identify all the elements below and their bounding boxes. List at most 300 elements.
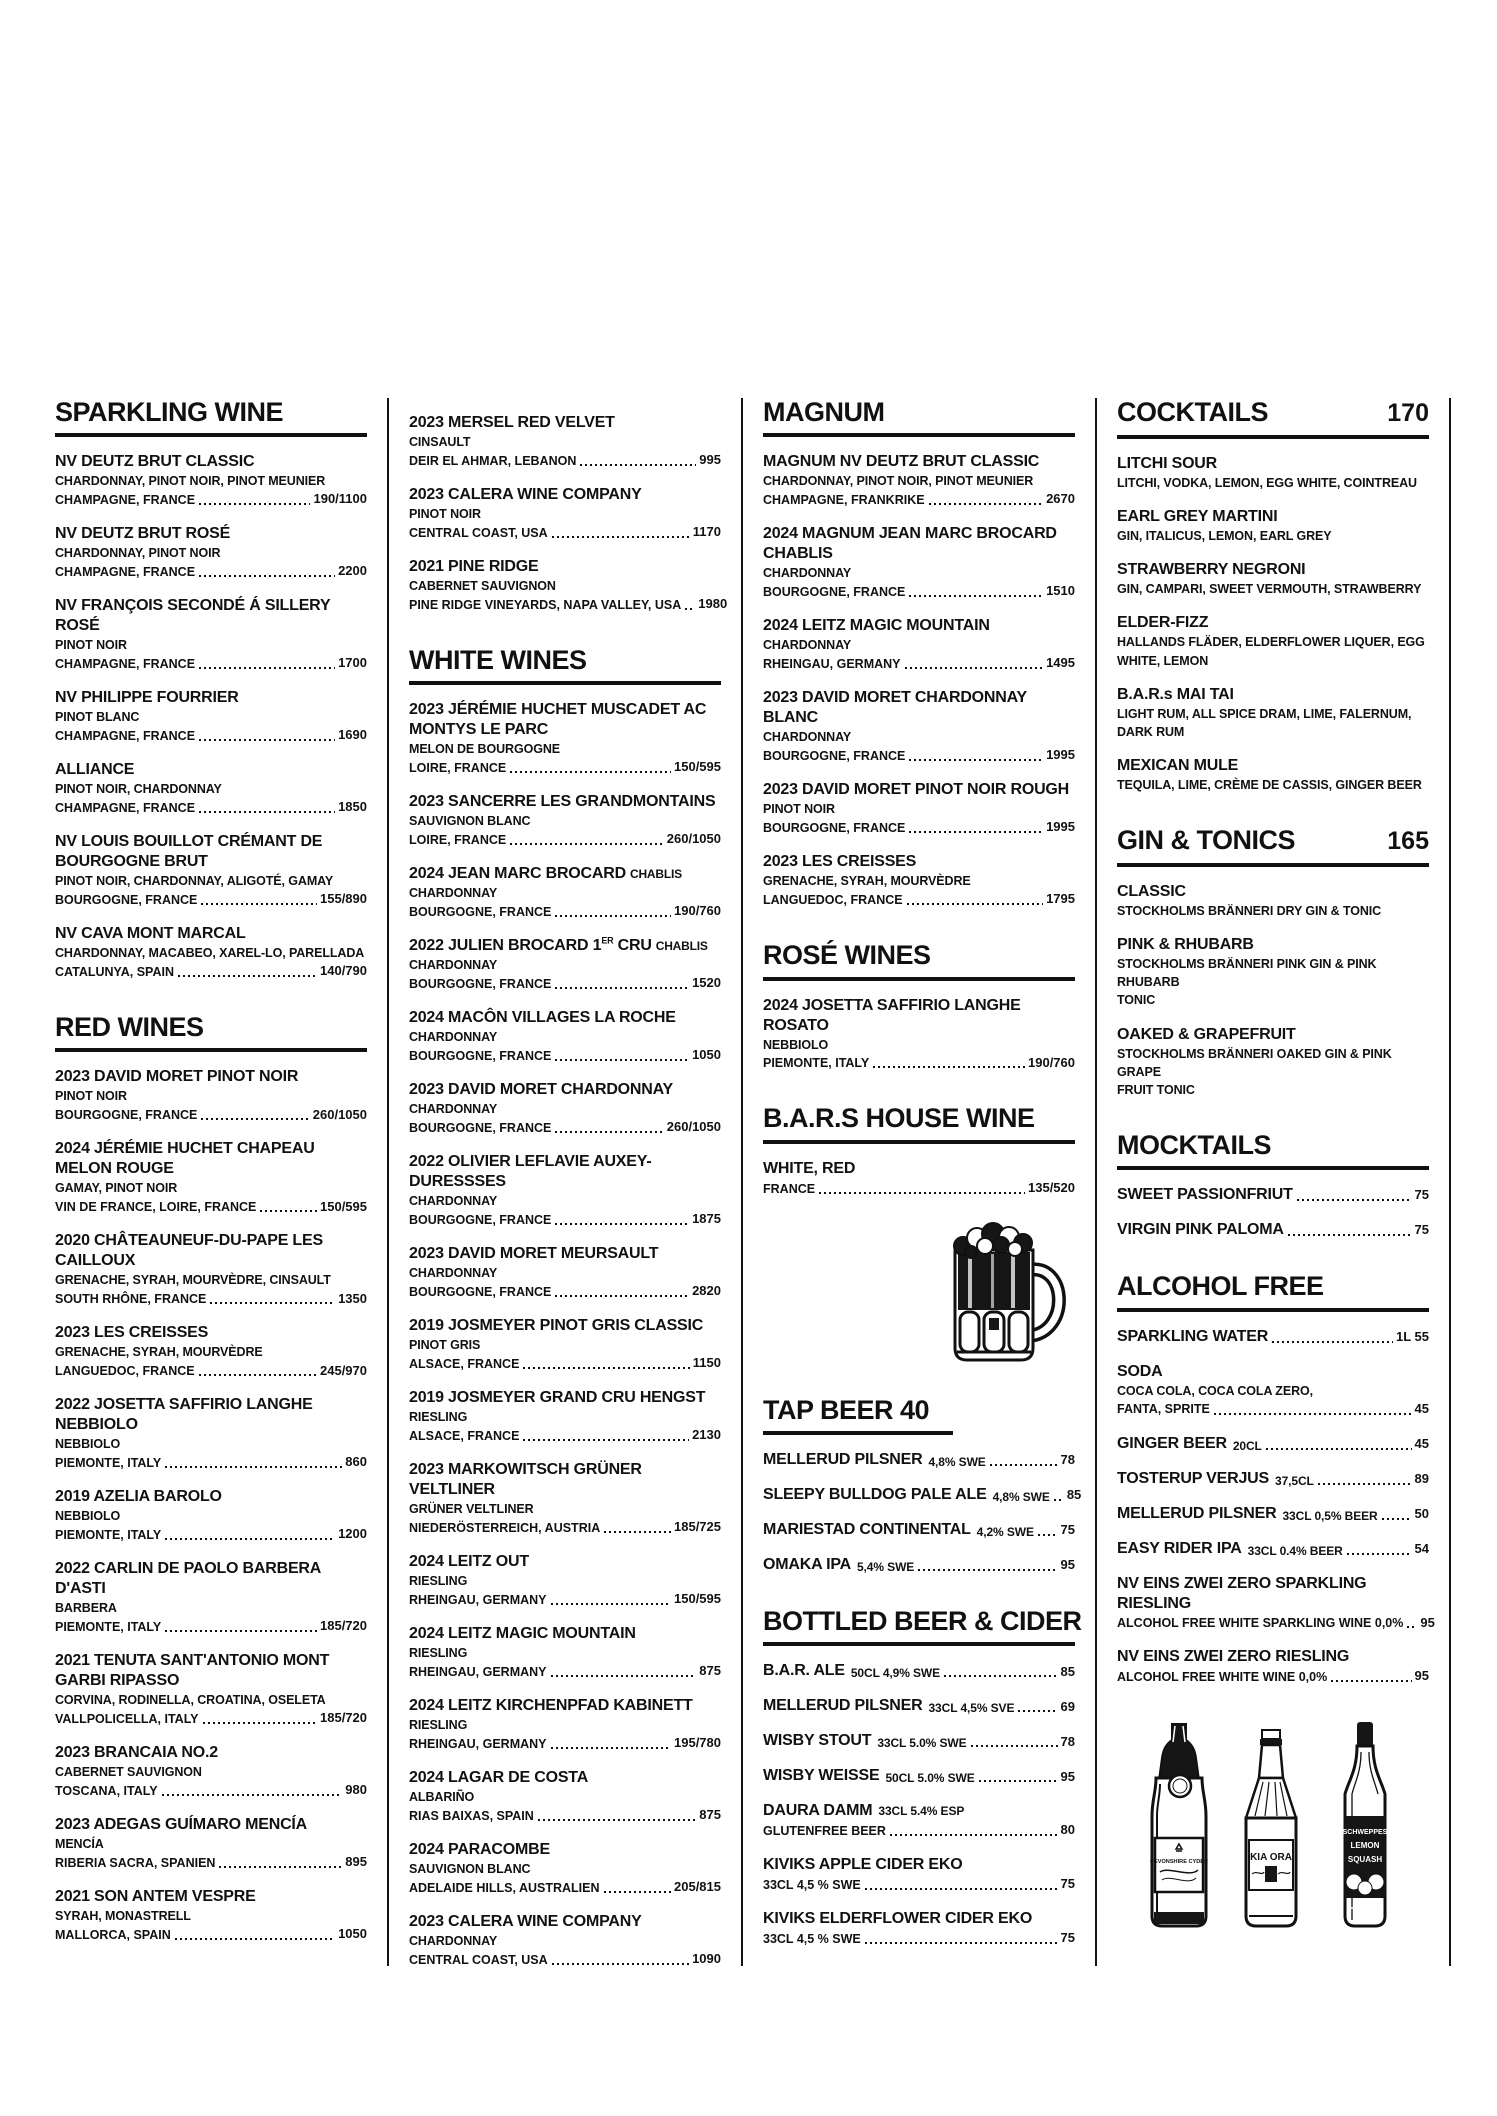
menu-item-row — [1117, 1220, 1429, 1240]
item-region: BOURGOGNE, FRANCE — [409, 905, 552, 920]
item-region: SOUTH RHÔNE, FRANCE — [55, 1292, 207, 1307]
menu-item — [1117, 1185, 1429, 1205]
section-heading — [763, 941, 1075, 969]
section-rule — [1117, 1308, 1429, 1312]
menu-item — [763, 524, 1075, 601]
item-price: 2820 — [692, 1283, 721, 1299]
section-heading — [1117, 1131, 1429, 1159]
menu-item — [1117, 1469, 1429, 1489]
item-title — [409, 413, 721, 433]
menu-item — [763, 1159, 1075, 1198]
item-subtext: WHITE, LEMON — [1117, 653, 1209, 668]
dot-leader — [909, 759, 1043, 761]
dot-leader — [685, 608, 695, 610]
menu-item — [409, 1912, 721, 1969]
dot-leader — [1347, 1553, 1412, 1555]
item-price: 895 — [345, 1854, 367, 1870]
item-title-text: 2023 CALERA WINE COMPANY — [409, 485, 642, 503]
section-title: GIN & TONICS — [1117, 825, 1296, 855]
item-title-text: 2023 DAVID MORET PINOT NOIR — [55, 1068, 299, 1086]
menu-item-row — [409, 1282, 721, 1301]
item-subtext: PINOT NOIR — [763, 802, 835, 817]
item-title — [1117, 507, 1429, 527]
kia-ora-label: KIA ORA — [1250, 1852, 1292, 1864]
item-title — [1117, 685, 1429, 705]
item-title-text: ALLIANCE — [55, 761, 135, 779]
item-region: 33CL 4,5 % SWE — [763, 1931, 861, 1946]
item-title-text: 2024 LEITZ MAGIC MOUNTAIN — [409, 1624, 636, 1642]
item-title-text: WHITE, RED — [763, 1159, 856, 1177]
item-price: 1510 — [1046, 583, 1075, 599]
item-region: MALLORCA, SPAIN — [55, 1928, 171, 1942]
item-title — [1117, 613, 1429, 633]
menu-item-row — [763, 1054, 1075, 1073]
item-title — [763, 616, 1075, 636]
menu-item-row — [409, 1734, 721, 1753]
section-title: COCKTAILS — [1117, 397, 1268, 427]
item-subtext: NEBBIOLO — [763, 1037, 829, 1052]
item-price: 260/1050 — [666, 831, 721, 847]
item-subtext: COCA COLA, COCA COLA ZERO, — [1117, 1383, 1314, 1398]
section-title: ALCOHOL FREE — [1117, 1271, 1324, 1302]
item-region: ADELAIDE HILLS, AUSTRALIEN — [409, 1880, 600, 1895]
beer-mug-illustration — [763, 1212, 1071, 1364]
item-subtext: PINOT NOIR, CHARDONNAY, ALIGOTÉ, GAMAY — [55, 874, 334, 889]
item-subtext: GAMAY, PINOT NOIR — [55, 1181, 178, 1196]
item-price: 260/1050 — [312, 1106, 367, 1122]
item-title-text: DAURA DAMM — [763, 1802, 873, 1820]
item-title — [1117, 1025, 1429, 1045]
item-subtext: ALBARIÑO — [409, 1789, 475, 1804]
item-title — [55, 1743, 367, 1763]
item-title: OMAKA IPA — [763, 1556, 851, 1573]
dot-leader — [555, 1223, 689, 1225]
item-subtext: SAUVIGNON BLANC — [409, 1861, 531, 1876]
item-detail: 50CL 5.0% SWE — [885, 1771, 975, 1786]
item-title — [1117, 756, 1429, 776]
menu-item-row — [55, 1453, 367, 1472]
menu-item-row — [55, 726, 367, 745]
item-price: 185/720 — [320, 1618, 367, 1634]
menu-item — [763, 1555, 1075, 1575]
menu-item-row — [1117, 1185, 1429, 1205]
dot-leader — [203, 1722, 317, 1724]
item-subtext: CHARDONNAY, PINOT NOIR — [55, 546, 221, 561]
item-region: CHAMPAGNE, FRANCE — [55, 565, 196, 580]
item-price: 1050 — [338, 1926, 367, 1942]
item-region: RIAS BAIXAS, SPAIN — [409, 1808, 534, 1823]
section-rule — [55, 433, 367, 437]
item-subtext: NEBBIOLO — [55, 1437, 121, 1452]
dot-leader — [1054, 1499, 1064, 1501]
dot-leader — [555, 1295, 689, 1297]
menu-section — [1117, 826, 1429, 1099]
item-price: 190/760 — [1028, 1054, 1075, 1070]
item-detail: 37,5CL — [1275, 1473, 1314, 1488]
dot-leader — [552, 1963, 689, 1965]
dot-leader — [971, 1745, 1058, 1747]
menu-item-row — [409, 1118, 721, 1137]
item-title-text: 2024 JEAN MARC BROCARD — [409, 865, 626, 883]
menu-item-row — [55, 654, 367, 673]
item-title-text: MEXICAN MULE — [1117, 756, 1239, 774]
item-price: 1520 — [692, 975, 721, 991]
dot-leader — [201, 903, 317, 905]
section-heading — [1117, 826, 1429, 856]
item-detail: 33CL 0.4% BEER — [1247, 1543, 1343, 1558]
item-title — [55, 1139, 367, 1179]
menu-item — [409, 1552, 721, 1609]
item-region: BOURGOGNE, FRANCE — [409, 977, 552, 991]
item-region: CHAMPAGNE, FRANCE — [55, 729, 196, 744]
dot-leader — [201, 1118, 309, 1120]
menu-item-row — [55, 1709, 367, 1728]
item-title — [409, 1388, 721, 1408]
menu-item — [1117, 756, 1429, 794]
schweppes-bottle-icon — [1330, 1722, 1400, 1932]
item-title — [409, 1080, 721, 1100]
dot-leader — [1266, 1448, 1412, 1450]
item-title — [55, 832, 367, 872]
section-price: 170 — [1387, 399, 1429, 427]
item-title: B.A.R. ALE — [763, 1662, 845, 1680]
menu-item — [55, 760, 367, 817]
item-title — [1117, 882, 1429, 902]
column-divider — [1449, 398, 1451, 1966]
menu-section — [55, 398, 367, 981]
item-title — [409, 1624, 721, 1644]
item-region: CHAMPAGNE, FRANKRIKE — [763, 493, 925, 508]
item-price: 150/595 — [674, 1591, 721, 1607]
menu-item-row — [763, 1179, 1075, 1198]
section-heading — [55, 1013, 367, 1041]
dot-leader — [929, 503, 1044, 505]
item-title: MELLERUD PILSNER — [1117, 1504, 1277, 1522]
menu-item — [1117, 1220, 1429, 1240]
menu-section — [1117, 1131, 1429, 1240]
item-detail: 50CL 4,9% SWE — [850, 1666, 941, 1681]
menu-item-row — [763, 1450, 1075, 1470]
dot-leader — [199, 1374, 317, 1376]
item-title — [55, 688, 367, 708]
item-title-text: 2023 ADEGAS GUÍMARO MENCÍA — [55, 1816, 308, 1834]
item-title — [409, 864, 721, 884]
menu-item — [409, 792, 721, 849]
bottles-illustration — [1117, 1720, 1429, 1932]
menu-item-row — [409, 830, 721, 849]
item-subtext: CABERNET SAUVIGNON — [55, 1765, 202, 1780]
section-price: 165 — [1387, 827, 1429, 855]
menu-item-row — [409, 1426, 721, 1445]
item-subtext: CHARDONNAY — [409, 886, 498, 901]
item-price: 1350 — [338, 1290, 367, 1306]
item-title-appellation: CHABLIS — [629, 867, 682, 882]
item-subtext: SYRAH, MONASTRELL — [55, 1909, 191, 1924]
item-title-text: 2024 MAGNUM JEAN MARC BROCARD CHABLIS — [763, 525, 1057, 563]
menu-item-row — [409, 1210, 721, 1229]
menu-item-row — [409, 1354, 721, 1373]
item-title-text: NV LOUIS BOUILLOT CRÉMANT DE BOURGOGNE BRUT — [55, 833, 323, 871]
item-title-text: 2024 MACÔN VILLAGES LA ROCHE — [409, 1009, 676, 1027]
item-title — [763, 452, 1075, 472]
item-title-text: 2023 DAVID MORET MEURSAULT — [409, 1245, 659, 1263]
item-region: NIEDERÖSTERREICH, AUSTRIA — [409, 1520, 601, 1535]
menu-item — [409, 1152, 721, 1229]
menu-item — [763, 1801, 1075, 1840]
dot-leader — [219, 1866, 342, 1868]
menu-item — [763, 1696, 1075, 1716]
menu-item — [1117, 1025, 1429, 1099]
section-rule — [1117, 435, 1429, 439]
item-subtext: BARBERA — [55, 1601, 117, 1616]
item-price: 190/760 — [674, 903, 721, 919]
item-title-text: 2023 MERSEL RED VELVET — [409, 414, 615, 431]
section-title: RED WINES — [55, 1012, 204, 1043]
dot-leader — [178, 975, 317, 977]
item-subtext: FRUIT TONIC — [1117, 1082, 1195, 1097]
dot-leader — [552, 536, 690, 538]
menu-item — [409, 1696, 721, 1753]
section-rule — [1117, 863, 1429, 867]
menu-item — [409, 1840, 721, 1897]
item-region: RHEINGAU, GERMANY — [409, 1592, 547, 1607]
item-title-text: LITCHI SOUR — [1117, 455, 1218, 472]
item-price: 150/595 — [320, 1198, 367, 1214]
menu-item-row — [763, 490, 1075, 509]
menu-item — [409, 413, 721, 470]
dot-leader — [905, 667, 1044, 669]
item-title — [409, 1552, 721, 1572]
item-detail: 33CL 5.4% ESP — [878, 1804, 965, 1819]
section-title: SPARKLING WINE — [55, 397, 283, 427]
item-region: CENTRAL COAST, USA — [409, 525, 548, 540]
item-subtext: CHARDONNAY, PINOT NOIR, PINOT MEUNIER — [55, 474, 326, 489]
item-region: PIEMONTE, ITALY — [763, 1056, 870, 1071]
menu-item — [1117, 685, 1429, 741]
menu-section — [763, 398, 1075, 909]
item-title-text: 2024 JÉRÉMIE HUCHET CHAPEAU MELON ROUGE — [55, 1140, 315, 1178]
menu-item — [1117, 1434, 1429, 1454]
menu-item — [1117, 1539, 1429, 1559]
item-subtext: STOCKHOLMS BRÄNNERI PINK GIN & PINK RHUBARB — [1117, 957, 1377, 990]
menu-item — [1117, 560, 1429, 598]
menu-item-row — [763, 1661, 1075, 1681]
menu-item-row — [409, 902, 721, 921]
menu-item-row — [409, 1046, 721, 1065]
menu-item — [1117, 507, 1429, 545]
dot-leader — [944, 1675, 1057, 1677]
section-title: WHITE WINES — [409, 644, 587, 675]
dot-leader — [865, 1942, 1058, 1944]
item-subtext: RIESLING — [409, 1717, 468, 1732]
item-title-text: NV CAVA MONT MARCAL — [55, 925, 246, 943]
item-subtext: PINOT NOIR, CHARDONNAY — [55, 782, 222, 797]
item-price: 95 — [1060, 1557, 1075, 1573]
item-price: 95 — [1420, 1614, 1435, 1630]
item-subtext: MENCÍA — [55, 1837, 104, 1852]
item-subtext: HALLANDS FLÄDER, ELDERFLOWER LIQUER, EGG — [1117, 635, 1425, 650]
item-title — [1117, 454, 1429, 474]
section-rule — [763, 1642, 1075, 1646]
item-region: CATALUNYA, SPAIN — [55, 965, 174, 979]
item-subtext: SAUVIGNON BLANC — [409, 814, 531, 829]
menu-item-row — [763, 582, 1075, 601]
menu-item-row — [763, 1929, 1075, 1948]
menu-section — [1117, 398, 1429, 794]
item-title-text: 2024 LEITZ OUT — [409, 1552, 529, 1570]
item-title — [409, 936, 721, 956]
item-title — [409, 485, 721, 505]
item-title — [55, 1067, 367, 1087]
section-rule — [1117, 1166, 1429, 1170]
item-title — [409, 1840, 721, 1860]
item-price: 45 — [1414, 1435, 1429, 1451]
item-title — [55, 524, 367, 544]
menu-item-row — [763, 890, 1075, 909]
menu-item-row — [55, 1781, 367, 1800]
menu-item — [1117, 1327, 1429, 1347]
menu-column-4 — [1117, 397, 1435, 1969]
section-heading — [763, 1606, 1082, 1636]
item-title — [763, 1909, 1075, 1929]
item-price: 75 — [1414, 1187, 1429, 1203]
menu-item — [1117, 1362, 1429, 1419]
item-title — [55, 596, 367, 636]
item-title — [1117, 1574, 1429, 1614]
menu-item-row — [763, 1731, 1075, 1751]
item-region: BOURGOGNE, FRANCE — [55, 893, 198, 908]
section-title: TAP BEER 40 — [763, 1394, 930, 1425]
item-subtext: LIGHT RUM, ALL SPICE DRAM, LIME, FALERNUM, — [1117, 706, 1412, 721]
item-title-text: 2024 LAGAR DE COSTA — [409, 1768, 589, 1786]
item-title-text: 2019 AZELIA BAROLO — [55, 1488, 222, 1506]
item-region: ALCOHOL FREE WHITE SPARKLING WINE 0,0% — [1117, 1616, 1404, 1631]
item-subtext: CHARDONNAY — [763, 730, 852, 745]
item-title — [763, 996, 1075, 1036]
item-title: MARIESTAD CONTINENTAL — [763, 1521, 971, 1538]
dot-leader — [555, 1059, 689, 1061]
menu-item-row — [763, 746, 1075, 765]
menu-item-row — [409, 1590, 721, 1609]
item-title — [763, 1159, 1075, 1179]
cider-bottle-label: DEVONSHIRE CYDER — [1149, 1859, 1209, 1866]
menu-item-row — [55, 1925, 367, 1944]
menu-item — [1117, 1574, 1435, 1633]
item-subtext: RIESLING — [409, 1645, 468, 1660]
dot-leader — [510, 843, 664, 845]
dot-leader — [1382, 1518, 1412, 1520]
item-title-text: NV EINS ZWEI ZERO SPARKLING RIESLING — [1117, 1574, 1367, 1612]
item-title — [1117, 1647, 1429, 1667]
menu-item — [409, 1008, 721, 1065]
dot-leader — [555, 987, 689, 989]
section-heading — [1117, 1272, 1429, 1300]
menu-item-row — [55, 1290, 367, 1309]
item-title — [409, 1008, 721, 1028]
dot-leader — [907, 903, 1043, 905]
item-subtext: PINOT NOIR — [55, 1089, 127, 1104]
section-rule — [409, 681, 721, 685]
item-title: MELLERUD PILSNER — [763, 1451, 923, 1468]
section-heading — [55, 398, 367, 426]
item-price: 95 — [1414, 1668, 1429, 1684]
menu-item-row — [1117, 1504, 1429, 1524]
item-subtext: TONIC — [1117, 993, 1156, 1008]
item-subtext: CHARDONNAY — [409, 1030, 498, 1045]
menu-item — [55, 1887, 367, 1944]
item-title — [55, 1323, 367, 1343]
menu-item — [763, 1855, 1075, 1894]
item-region: ALSACE, FRANCE — [409, 1428, 520, 1443]
menu-item — [1117, 1504, 1429, 1524]
menu-item — [1117, 454, 1429, 492]
item-title: VIRGIN PINK PALOMA — [1117, 1221, 1284, 1239]
menu-item-row — [55, 798, 367, 817]
item-title-text: B.A.R.s MAI TAI — [1117, 685, 1234, 703]
item-price: 78 — [1060, 1452, 1075, 1468]
item-title-text: 2022 OLIVIER LEFLAVIE AUXEY-DURESSSES — [409, 1153, 652, 1191]
menu-section — [763, 1606, 1082, 1948]
item-region: LANGUEDOC, FRANCE — [763, 893, 903, 908]
menu-item-row — [763, 654, 1075, 673]
menu-item-row — [55, 890, 367, 909]
dot-leader — [165, 1538, 335, 1540]
menu-item — [55, 688, 367, 745]
menu-item — [409, 936, 721, 993]
item-price: 1850 — [338, 799, 367, 815]
item-title — [1117, 560, 1429, 580]
item-title — [55, 924, 367, 944]
item-price: 1795 — [1046, 891, 1075, 907]
item-price: 155/890 — [320, 891, 367, 907]
section-heading — [1117, 398, 1429, 428]
item-price: 1170 — [692, 524, 721, 540]
dot-leader — [1318, 1483, 1412, 1485]
menu-item-row — [409, 1950, 721, 1969]
menu-item-row — [55, 1617, 367, 1636]
dot-leader — [604, 1531, 671, 1533]
item-region: CENTRAL COAST, USA — [409, 1952, 548, 1967]
item-subtext: DARK RUM — [1117, 724, 1185, 739]
item-title-rest: CRU — [613, 937, 652, 955]
item-price: 89 — [1414, 1470, 1429, 1486]
item-subtext: CHARDONNAY — [763, 566, 852, 581]
dot-leader — [555, 1131, 663, 1133]
dot-leader — [165, 1466, 342, 1468]
menu-item-row — [763, 1821, 1075, 1840]
item-price: 1700 — [338, 655, 367, 671]
item-title-text: 2021 SON ANTEM VESPRE — [55, 1888, 256, 1906]
menu-item — [1117, 1647, 1429, 1686]
menu-item-row — [409, 523, 721, 542]
dot-leader — [990, 1464, 1058, 1466]
item-title-text: CLASSIC — [1117, 883, 1186, 900]
menu-item-row — [1117, 1469, 1429, 1489]
menu-item — [55, 1231, 367, 1308]
item-title-text: 2023 LES CREISSES — [763, 853, 917, 871]
item-title — [763, 780, 1075, 800]
dot-leader — [162, 1794, 343, 1796]
item-subtext: GIN, ITALICUS, LEMON, EARL GREY — [1117, 529, 1332, 544]
kia-ora-bottle-icon — [1238, 1728, 1304, 1932]
item-price: 54 — [1414, 1540, 1429, 1556]
item-title-text: EARL GREY MARTINI — [1117, 508, 1278, 526]
item-region: CHAMPAGNE, FRANCE — [55, 657, 196, 672]
item-region: PINE RIDGE VINEYARDS, NAPA VALLEY, USA — [409, 597, 682, 612]
schweppes-label-line1: SCHWEPPES — [1342, 1829, 1388, 1837]
dot-leader — [510, 771, 671, 773]
menu-item — [55, 1559, 367, 1636]
